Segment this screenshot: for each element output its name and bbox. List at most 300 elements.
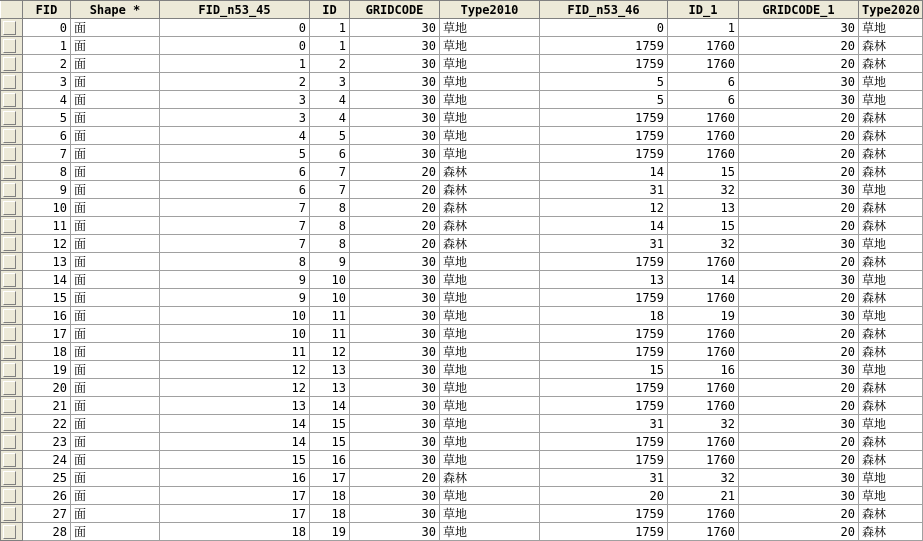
table-cell[interactable]: 10 bbox=[160, 307, 310, 325]
table-cell[interactable]: 10 bbox=[310, 289, 350, 307]
table-cell[interactable]: 森林 bbox=[859, 109, 923, 127]
table-cell[interactable]: 30 bbox=[350, 433, 440, 451]
table-cell[interactable]: 11 bbox=[160, 343, 310, 361]
table-cell[interactable]: 14 bbox=[540, 217, 668, 235]
row-selector[interactable] bbox=[1, 235, 23, 253]
table-cell[interactable]: 20 bbox=[350, 199, 440, 217]
table-cell[interactable]: 14 bbox=[160, 415, 310, 433]
table-cell[interactable]: 30 bbox=[739, 181, 859, 199]
row-selector[interactable] bbox=[1, 289, 23, 307]
table-cell[interactable]: 0 bbox=[160, 37, 310, 55]
table-cell[interactable]: 面 bbox=[71, 217, 160, 235]
table-cell[interactable]: 7 bbox=[160, 199, 310, 217]
table-cell[interactable]: 1 bbox=[23, 37, 71, 55]
table-cell[interactable]: 6 bbox=[160, 181, 310, 199]
table-cell[interactable]: 草地 bbox=[440, 415, 540, 433]
table-cell[interactable]: 7 bbox=[310, 181, 350, 199]
table-cell[interactable]: 18 bbox=[23, 343, 71, 361]
table-cell[interactable]: 30 bbox=[350, 487, 440, 505]
table-cell[interactable]: 1760 bbox=[668, 397, 739, 415]
table-cell[interactable]: 面 bbox=[71, 37, 160, 55]
table-cell[interactable]: 草地 bbox=[440, 145, 540, 163]
table-cell[interactable]: 森林 bbox=[440, 181, 540, 199]
table-cell[interactable]: 5 bbox=[540, 73, 668, 91]
table-cell[interactable]: 16 bbox=[310, 451, 350, 469]
table-cell[interactable]: 8 bbox=[310, 235, 350, 253]
table-cell[interactable]: 8 bbox=[310, 217, 350, 235]
table-cell[interactable]: 30 bbox=[350, 307, 440, 325]
table-cell[interactable]: 4 bbox=[23, 91, 71, 109]
table-cell[interactable]: 20 bbox=[739, 397, 859, 415]
table-cell[interactable]: 森林 bbox=[859, 451, 923, 469]
table-cell[interactable]: 30 bbox=[350, 325, 440, 343]
table-cell[interactable]: 31 bbox=[540, 181, 668, 199]
table-row[interactable] bbox=[1, 487, 923, 505]
table-cell[interactable]: 14 bbox=[668, 271, 739, 289]
table-cell[interactable]: 25 bbox=[23, 469, 71, 487]
table-cell[interactable]: 20 bbox=[739, 505, 859, 523]
table-cell[interactable]: 20 bbox=[739, 253, 859, 271]
table-row[interactable] bbox=[1, 415, 923, 433]
table-cell[interactable]: 3 bbox=[160, 109, 310, 127]
table-cell[interactable]: 1760 bbox=[668, 523, 739, 541]
table-cell[interactable]: 2 bbox=[23, 55, 71, 73]
table-row[interactable] bbox=[1, 163, 923, 181]
table-cell[interactable]: 面 bbox=[71, 505, 160, 523]
table-cell[interactable]: 13 bbox=[668, 199, 739, 217]
table-cell[interactable]: 12 bbox=[540, 199, 668, 217]
table-cell[interactable]: 森林 bbox=[859, 163, 923, 181]
table-cell[interactable]: 20 bbox=[739, 289, 859, 307]
table-cell[interactable]: 草地 bbox=[440, 91, 540, 109]
table-cell[interactable]: 草地 bbox=[859, 361, 923, 379]
table-cell[interactable]: 20 bbox=[739, 325, 859, 343]
table-cell[interactable]: 1759 bbox=[540, 145, 668, 163]
table-cell[interactable]: 1 bbox=[668, 19, 739, 37]
table-cell[interactable]: 1760 bbox=[668, 325, 739, 343]
table-cell[interactable]: 森林 bbox=[859, 505, 923, 523]
table-cell[interactable]: 森林 bbox=[859, 379, 923, 397]
table-cell[interactable]: 面 bbox=[71, 451, 160, 469]
row-selector[interactable] bbox=[1, 145, 23, 163]
table-cell[interactable]: 草地 bbox=[440, 271, 540, 289]
table-cell[interactable]: 15 bbox=[310, 415, 350, 433]
table-cell[interactable]: 20 bbox=[350, 235, 440, 253]
table-cell[interactable]: 30 bbox=[739, 91, 859, 109]
table-cell[interactable]: 30 bbox=[739, 487, 859, 505]
table-cell[interactable]: 30 bbox=[350, 451, 440, 469]
table-cell[interactable]: 1760 bbox=[668, 145, 739, 163]
table-row[interactable] bbox=[1, 523, 923, 541]
table-cell[interactable]: 17 bbox=[23, 325, 71, 343]
table-cell[interactable]: 15 bbox=[668, 217, 739, 235]
table-cell[interactable]: 18 bbox=[540, 307, 668, 325]
table-cell[interactable]: 30 bbox=[350, 19, 440, 37]
table-cell[interactable]: 20 bbox=[739, 343, 859, 361]
table-cell[interactable]: 草地 bbox=[440, 523, 540, 541]
table-cell[interactable]: 面 bbox=[71, 253, 160, 271]
table-cell[interactable]: 30 bbox=[350, 343, 440, 361]
table-cell[interactable]: 森林 bbox=[440, 469, 540, 487]
table-row[interactable] bbox=[1, 55, 923, 73]
table-cell[interactable]: 草地 bbox=[859, 91, 923, 109]
table-cell[interactable]: 面 bbox=[71, 55, 160, 73]
table-cell[interactable]: 7 bbox=[310, 163, 350, 181]
table-cell[interactable]: 面 bbox=[71, 163, 160, 181]
table-cell[interactable]: 草地 bbox=[440, 127, 540, 145]
table-cell[interactable]: 31 bbox=[540, 235, 668, 253]
table-cell[interactable]: 20 bbox=[739, 217, 859, 235]
table-cell[interactable]: 19 bbox=[310, 523, 350, 541]
table-cell[interactable]: 森林 bbox=[859, 127, 923, 145]
table-cell[interactable]: 1759 bbox=[540, 343, 668, 361]
table-cell[interactable]: 1759 bbox=[540, 397, 668, 415]
table-cell[interactable]: 面 bbox=[71, 109, 160, 127]
table-cell[interactable]: 面 bbox=[71, 73, 160, 91]
row-selector[interactable] bbox=[1, 469, 23, 487]
table-cell[interactable]: 30 bbox=[350, 145, 440, 163]
table-cell[interactable]: 草地 bbox=[859, 235, 923, 253]
table-row[interactable] bbox=[1, 361, 923, 379]
table-cell[interactable]: 森林 bbox=[859, 37, 923, 55]
table-cell[interactable]: 20 bbox=[350, 469, 440, 487]
table-cell[interactable]: 10 bbox=[160, 325, 310, 343]
table-cell[interactable]: 1 bbox=[310, 19, 350, 37]
table-cell[interactable]: 9 bbox=[160, 289, 310, 307]
table-cell[interactable]: 草地 bbox=[440, 397, 540, 415]
table-cell[interactable]: 1759 bbox=[540, 289, 668, 307]
table-cell[interactable]: 面 bbox=[71, 487, 160, 505]
table-cell[interactable]: 面 bbox=[71, 343, 160, 361]
table-cell[interactable]: 13 bbox=[540, 271, 668, 289]
table-cell[interactable]: 28 bbox=[23, 523, 71, 541]
table-cell[interactable]: 12 bbox=[160, 379, 310, 397]
table-cell[interactable]: 30 bbox=[350, 109, 440, 127]
table-row[interactable] bbox=[1, 271, 923, 289]
table-row[interactable] bbox=[1, 397, 923, 415]
table-cell[interactable]: 森林 bbox=[859, 325, 923, 343]
table-cell[interactable]: 32 bbox=[668, 181, 739, 199]
row-selector[interactable] bbox=[1, 397, 23, 415]
table-cell[interactable]: 31 bbox=[540, 415, 668, 433]
table-cell[interactable]: 20 bbox=[739, 379, 859, 397]
table-cell[interactable]: 1760 bbox=[668, 289, 739, 307]
table-cell[interactable]: 面 bbox=[71, 433, 160, 451]
table-cell[interactable]: 森林 bbox=[440, 217, 540, 235]
table-cell[interactable]: 30 bbox=[739, 19, 859, 37]
table-cell[interactable]: 草地 bbox=[440, 325, 540, 343]
table-cell[interactable]: 草地 bbox=[440, 109, 540, 127]
row-selector[interactable] bbox=[1, 361, 23, 379]
table-cell[interactable]: 1760 bbox=[668, 505, 739, 523]
table-cell[interactable]: 13 bbox=[310, 361, 350, 379]
table-cell[interactable]: 20 bbox=[350, 217, 440, 235]
row-selector[interactable] bbox=[1, 19, 23, 37]
table-cell[interactable]: 面 bbox=[71, 361, 160, 379]
column-header-gridcode-1[interactable]: GRIDCODE_1 bbox=[739, 1, 859, 19]
table-cell[interactable]: 草地 bbox=[859, 19, 923, 37]
table-cell[interactable]: 20 bbox=[739, 109, 859, 127]
table-cell[interactable]: 32 bbox=[668, 235, 739, 253]
table-cell[interactable]: 森林 bbox=[440, 163, 540, 181]
select-all-corner[interactable] bbox=[1, 1, 23, 19]
table-row[interactable] bbox=[1, 145, 923, 163]
table-cell[interactable]: 11 bbox=[23, 217, 71, 235]
table-cell[interactable]: 森林 bbox=[859, 433, 923, 451]
table-cell[interactable]: 1760 bbox=[668, 451, 739, 469]
row-selector[interactable] bbox=[1, 181, 23, 199]
table-cell[interactable]: 30 bbox=[350, 127, 440, 145]
table-cell[interactable]: 3 bbox=[310, 73, 350, 91]
column-header-gridcode[interactable]: GRIDCODE bbox=[350, 1, 440, 19]
table-cell[interactable]: 30 bbox=[350, 73, 440, 91]
table-cell[interactable]: 1759 bbox=[540, 253, 668, 271]
table-cell[interactable]: 20 bbox=[739, 55, 859, 73]
table-cell[interactable]: 1759 bbox=[540, 505, 668, 523]
table-cell[interactable]: 草地 bbox=[859, 181, 923, 199]
table-cell[interactable]: 面 bbox=[71, 415, 160, 433]
table-cell[interactable]: 森林 bbox=[859, 523, 923, 541]
table-cell[interactable]: 32 bbox=[668, 469, 739, 487]
table-cell[interactable]: 5 bbox=[540, 91, 668, 109]
row-selector[interactable] bbox=[1, 37, 23, 55]
table-cell[interactable]: 20 bbox=[350, 181, 440, 199]
table-cell[interactable]: 20 bbox=[739, 127, 859, 145]
table-cell[interactable]: 17 bbox=[160, 505, 310, 523]
table-cell[interactable]: 26 bbox=[23, 487, 71, 505]
table-cell[interactable]: 22 bbox=[23, 415, 71, 433]
table-cell[interactable]: 森林 bbox=[859, 397, 923, 415]
column-header-fid[interactable]: FID bbox=[23, 1, 71, 19]
table-cell[interactable]: 15 bbox=[23, 289, 71, 307]
row-selector[interactable] bbox=[1, 253, 23, 271]
table-cell[interactable]: 草地 bbox=[440, 37, 540, 55]
table-cell[interactable]: 面 bbox=[71, 91, 160, 109]
table-cell[interactable]: 30 bbox=[350, 253, 440, 271]
table-cell[interactable]: 面 bbox=[71, 127, 160, 145]
table-cell[interactable]: 面 bbox=[71, 523, 160, 541]
table-row[interactable] bbox=[1, 253, 923, 271]
table-cell[interactable]: 6 bbox=[310, 145, 350, 163]
table-cell[interactable]: 20 bbox=[739, 433, 859, 451]
table-cell[interactable]: 草地 bbox=[859, 469, 923, 487]
table-cell[interactable]: 9 bbox=[23, 181, 71, 199]
table-cell[interactable]: 7 bbox=[160, 217, 310, 235]
row-selector[interactable] bbox=[1, 109, 23, 127]
table-cell[interactable]: 草地 bbox=[440, 307, 540, 325]
table-row[interactable] bbox=[1, 19, 923, 37]
table-cell[interactable]: 15 bbox=[540, 361, 668, 379]
table-cell[interactable]: 27 bbox=[23, 505, 71, 523]
table-cell[interactable]: 1760 bbox=[668, 127, 739, 145]
table-cell[interactable]: 草地 bbox=[440, 343, 540, 361]
row-selector[interactable] bbox=[1, 127, 23, 145]
row-selector[interactable] bbox=[1, 163, 23, 181]
table-cell[interactable]: 面 bbox=[71, 379, 160, 397]
table-cell[interactable]: 草地 bbox=[859, 271, 923, 289]
row-selector[interactable] bbox=[1, 73, 23, 91]
table-cell[interactable]: 面 bbox=[71, 325, 160, 343]
table-cell[interactable]: 7 bbox=[23, 145, 71, 163]
table-cell[interactable]: 面 bbox=[71, 145, 160, 163]
table-cell[interactable]: 2 bbox=[310, 55, 350, 73]
table-cell[interactable]: 面 bbox=[71, 289, 160, 307]
table-cell[interactable]: 森林 bbox=[859, 253, 923, 271]
table-row[interactable] bbox=[1, 73, 923, 91]
table-cell[interactable]: 0 bbox=[540, 19, 668, 37]
table-cell[interactable]: 8 bbox=[160, 253, 310, 271]
table-cell[interactable]: 3 bbox=[23, 73, 71, 91]
table-cell[interactable]: 5 bbox=[23, 109, 71, 127]
table-cell[interactable]: 1759 bbox=[540, 325, 668, 343]
table-row[interactable] bbox=[1, 451, 923, 469]
table-cell[interactable]: 1 bbox=[160, 55, 310, 73]
table-cell[interactable]: 1759 bbox=[540, 523, 668, 541]
table-cell[interactable]: 森林 bbox=[859, 55, 923, 73]
table-cell[interactable]: 10 bbox=[23, 199, 71, 217]
table-cell[interactable]: 草地 bbox=[440, 19, 540, 37]
table-row[interactable] bbox=[1, 37, 923, 55]
table-cell[interactable]: 20 bbox=[739, 523, 859, 541]
row-selector[interactable] bbox=[1, 415, 23, 433]
table-cell[interactable]: 30 bbox=[350, 361, 440, 379]
table-cell[interactable]: 30 bbox=[350, 415, 440, 433]
table-cell[interactable]: 1760 bbox=[668, 109, 739, 127]
table-cell[interactable]: 草地 bbox=[440, 289, 540, 307]
table-row[interactable] bbox=[1, 433, 923, 451]
table-row[interactable] bbox=[1, 505, 923, 523]
column-header-type2010[interactable]: Type2010 bbox=[440, 1, 540, 19]
table-cell[interactable]: 30 bbox=[739, 469, 859, 487]
column-header-id[interactable]: ID bbox=[310, 1, 350, 19]
table-cell[interactable]: 19 bbox=[23, 361, 71, 379]
table-cell[interactable]: 4 bbox=[310, 91, 350, 109]
table-cell[interactable]: 面 bbox=[71, 19, 160, 37]
column-header-shape[interactable]: Shape * bbox=[71, 1, 160, 19]
table-cell[interactable]: 草地 bbox=[440, 73, 540, 91]
table-row[interactable] bbox=[1, 289, 923, 307]
table-cell[interactable]: 21 bbox=[23, 397, 71, 415]
table-cell[interactable]: 20 bbox=[739, 145, 859, 163]
table-cell[interactable]: 30 bbox=[739, 361, 859, 379]
table-cell[interactable]: 森林 bbox=[859, 289, 923, 307]
table-cell[interactable]: 24 bbox=[23, 451, 71, 469]
table-cell[interactable]: 12 bbox=[23, 235, 71, 253]
table-cell[interactable]: 面 bbox=[71, 199, 160, 217]
table-cell[interactable]: 14 bbox=[160, 433, 310, 451]
table-cell[interactable]: 18 bbox=[310, 487, 350, 505]
table-cell[interactable]: 30 bbox=[350, 397, 440, 415]
table-cell[interactable]: 5 bbox=[160, 145, 310, 163]
table-cell[interactable]: 16 bbox=[160, 469, 310, 487]
table-cell[interactable]: 16 bbox=[23, 307, 71, 325]
table-cell[interactable]: 1760 bbox=[668, 379, 739, 397]
table-cell[interactable]: 30 bbox=[350, 379, 440, 397]
table-row[interactable] bbox=[1, 91, 923, 109]
table-cell[interactable]: 草地 bbox=[859, 73, 923, 91]
table-cell[interactable]: 1759 bbox=[540, 127, 668, 145]
table-cell[interactable]: 17 bbox=[310, 469, 350, 487]
table-cell[interactable]: 森林 bbox=[859, 199, 923, 217]
row-selector[interactable] bbox=[1, 55, 23, 73]
table-row[interactable] bbox=[1, 181, 923, 199]
table-cell[interactable]: 15 bbox=[668, 163, 739, 181]
table-cell[interactable]: 1759 bbox=[540, 451, 668, 469]
table-cell[interactable]: 森林 bbox=[859, 343, 923, 361]
row-selector[interactable] bbox=[1, 307, 23, 325]
table-cell[interactable]: 草地 bbox=[440, 55, 540, 73]
table-cell[interactable]: 20 bbox=[739, 163, 859, 181]
table-cell[interactable]: 草地 bbox=[440, 487, 540, 505]
table-cell[interactable]: 5 bbox=[310, 127, 350, 145]
table-cell[interactable]: 4 bbox=[310, 109, 350, 127]
row-selector[interactable] bbox=[1, 379, 23, 397]
table-row[interactable] bbox=[1, 199, 923, 217]
table-cell[interactable]: 7 bbox=[160, 235, 310, 253]
table-cell[interactable]: 1759 bbox=[540, 109, 668, 127]
column-header-fid-n53-46[interactable]: FID_n53_46 bbox=[540, 1, 668, 19]
table-cell[interactable]: 13 bbox=[23, 253, 71, 271]
table-cell[interactable]: 11 bbox=[310, 325, 350, 343]
table-cell[interactable]: 19 bbox=[668, 307, 739, 325]
table-cell[interactable]: 草地 bbox=[440, 433, 540, 451]
table-cell[interactable]: 18 bbox=[310, 505, 350, 523]
table-cell[interactable]: 30 bbox=[739, 73, 859, 91]
table-cell[interactable]: 6 bbox=[23, 127, 71, 145]
table-cell[interactable]: 1759 bbox=[540, 379, 668, 397]
table-cell[interactable]: 30 bbox=[350, 523, 440, 541]
table-cell[interactable]: 32 bbox=[668, 415, 739, 433]
table-cell[interactable]: 草地 bbox=[859, 487, 923, 505]
table-cell[interactable]: 0 bbox=[23, 19, 71, 37]
table-cell[interactable]: 31 bbox=[540, 469, 668, 487]
table-cell[interactable]: 面 bbox=[71, 469, 160, 487]
table-cell[interactable]: 2 bbox=[160, 73, 310, 91]
table-row[interactable] bbox=[1, 109, 923, 127]
row-selector[interactable] bbox=[1, 199, 23, 217]
table-row[interactable] bbox=[1, 127, 923, 145]
row-selector[interactable] bbox=[1, 523, 23, 541]
table-cell[interactable]: 20 bbox=[540, 487, 668, 505]
table-cell[interactable]: 4 bbox=[160, 127, 310, 145]
table-cell[interactable]: 20 bbox=[739, 199, 859, 217]
table-cell[interactable]: 森林 bbox=[859, 145, 923, 163]
table-row[interactable] bbox=[1, 469, 923, 487]
table-cell[interactable]: 15 bbox=[310, 433, 350, 451]
table-row[interactable] bbox=[1, 325, 923, 343]
table-cell[interactable]: 11 bbox=[310, 307, 350, 325]
table-cell[interactable]: 森林 bbox=[440, 235, 540, 253]
table-cell[interactable]: 1759 bbox=[540, 55, 668, 73]
table-cell[interactable]: 18 bbox=[160, 523, 310, 541]
row-selector[interactable] bbox=[1, 487, 23, 505]
table-cell[interactable]: 森林 bbox=[859, 217, 923, 235]
table-cell[interactable]: 14 bbox=[310, 397, 350, 415]
table-cell[interactable]: 草地 bbox=[440, 451, 540, 469]
table-cell[interactable]: 8 bbox=[310, 199, 350, 217]
table-cell[interactable]: 6 bbox=[160, 163, 310, 181]
table-cell[interactable]: 6 bbox=[668, 73, 739, 91]
table-cell[interactable]: 8 bbox=[23, 163, 71, 181]
table-cell[interactable]: 面 bbox=[71, 397, 160, 415]
table-cell[interactable]: 16 bbox=[668, 361, 739, 379]
column-header-id-1[interactable]: ID_1 bbox=[668, 1, 739, 19]
table-cell[interactable]: 12 bbox=[160, 361, 310, 379]
table-cell[interactable]: 森林 bbox=[440, 199, 540, 217]
table-cell[interactable]: 3 bbox=[160, 91, 310, 109]
table-cell[interactable]: 30 bbox=[739, 415, 859, 433]
table-row[interactable] bbox=[1, 307, 923, 325]
